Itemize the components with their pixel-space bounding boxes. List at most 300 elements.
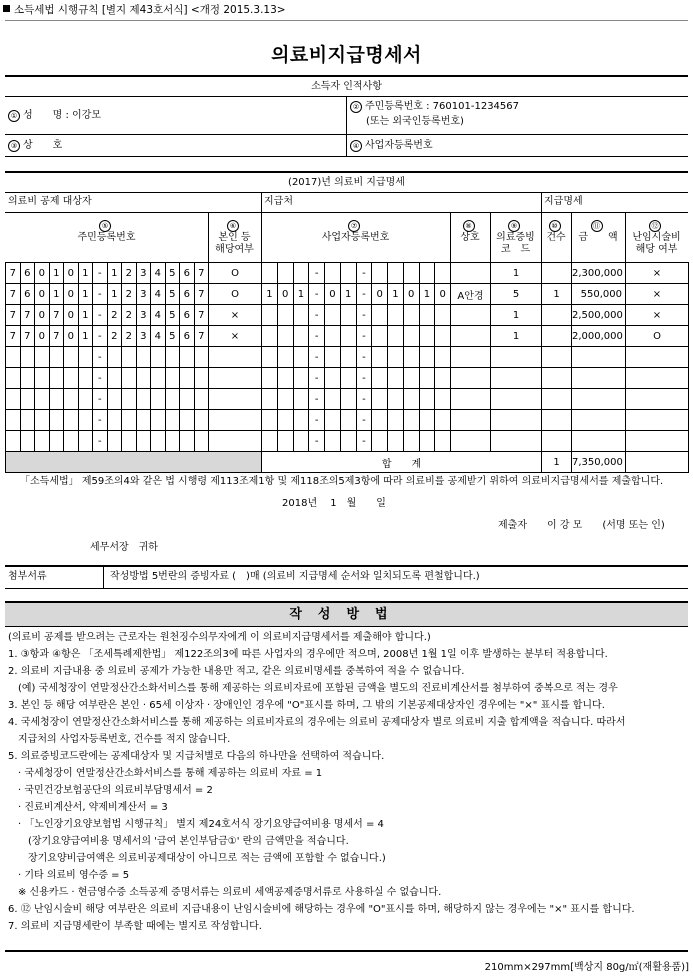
rrn-digit-cell: 4 <box>151 263 166 284</box>
attachment-label: 첨부서류 <box>8 571 47 582</box>
biz-digit-cell <box>262 326 278 347</box>
rrn-digit-cell: 7 <box>194 284 209 305</box>
biz-digit-cell <box>277 368 293 389</box>
biz-digit-cell <box>372 326 388 347</box>
biz-digit-cell <box>340 347 356 368</box>
biz-digit-cell <box>372 368 388 389</box>
biz-digit-cell: 0 <box>277 284 293 305</box>
evidence-code-cell <box>491 431 542 452</box>
howto-line: · 국세청장이 연말정산간소화서비스를 통해 제공하는 의료비 자료 = 1 <box>8 768 323 779</box>
biz-digit-cell <box>262 431 278 452</box>
rrn-digit-cell <box>35 389 50 410</box>
howto-line: 장기요양비급여액은 의료비공제대상이 아니므로 적는 금액에 포함할 수 없습니다.) <box>8 853 386 864</box>
provider-name-cell <box>451 347 491 368</box>
biz-digit-cell <box>388 389 404 410</box>
provider-name-cell <box>451 326 491 347</box>
biz-digit-cell <box>262 389 278 410</box>
biz-digit-cell <box>293 368 309 389</box>
rrn-digit-cell <box>194 347 209 368</box>
count-cell <box>542 368 572 389</box>
biz-digit-cell <box>372 431 388 452</box>
rrn-digit-cell <box>78 431 93 452</box>
rrn-digit-cell <box>122 389 137 410</box>
howto-line: 2. 의료비 지급내용 중 의료비 공제가 가능한 내용만 적고, 같은 의료비명세를 중복하여 적을 수 없습니다. <box>8 666 465 677</box>
table-row <box>6 431 689 452</box>
rrn-digit-cell: 7 <box>20 326 35 347</box>
biz-digit-cell <box>435 305 451 326</box>
rrn-digit-cell: - <box>93 326 108 347</box>
biz-digit-cell <box>388 326 404 347</box>
infertility-flag-cell <box>626 431 689 452</box>
count-cell <box>542 263 572 284</box>
provider-name-cell: A안경 <box>451 284 491 305</box>
evidence-code-cell: 1 <box>491 326 542 347</box>
rrn-digit-cell <box>165 431 180 452</box>
paper-spec: 210mm×297mm[백상지 80g/㎡(재활용품)] <box>484 962 689 973</box>
biz-digit-cell <box>372 410 388 431</box>
evidence-code-cell <box>491 368 542 389</box>
form-reference: 소득세법 시행규칙 [별지 제43호서식] <개정 2015.3.13> <box>3 2 286 17</box>
col-amount-header: ⑪ 금 액 <box>578 222 618 243</box>
biz-digit-cell <box>325 431 341 452</box>
biz-digit-cell <box>293 326 309 347</box>
rrn-digit-cell <box>194 410 209 431</box>
rrn-digit-cell: 7 <box>194 305 209 326</box>
rrn-digit-cell <box>194 368 209 389</box>
provider-name-cell <box>451 263 491 284</box>
rrn-digit-cell <box>122 347 137 368</box>
infertility-flag-cell <box>626 368 689 389</box>
biz-digit-cell <box>293 389 309 410</box>
rrn-digit-cell <box>136 389 151 410</box>
evidence-code-cell <box>491 347 542 368</box>
rrn-digit-cell: 7 <box>194 326 209 347</box>
rrn-digit-cell: - <box>93 347 108 368</box>
rrn-digit-cell: 1 <box>49 263 64 284</box>
biz-digit-cell <box>372 305 388 326</box>
table-row <box>6 347 689 368</box>
rrn-digit-cell <box>180 410 195 431</box>
infertility-flag-cell: × <box>626 263 689 284</box>
biz-digit-cell <box>419 305 435 326</box>
biz-digit-cell <box>435 410 451 431</box>
rrn-digit-cell <box>151 431 166 452</box>
group-provider: 지급처 <box>264 196 293 207</box>
square-bullet-icon <box>3 5 10 12</box>
amount-cell: 2,500,000 <box>572 305 626 326</box>
rrn-digit-cell <box>180 347 195 368</box>
rrn-digit-cell: 2 <box>122 263 137 284</box>
infertility-flag-cell <box>626 410 689 431</box>
self-flag-cell: × <box>209 326 262 347</box>
rrn-digit-cell: - <box>93 368 108 389</box>
provider-name-cell <box>451 389 491 410</box>
biz-digit-cell <box>372 389 388 410</box>
howto-line: · 국민건강보험공단의 의료비부담명세서 = 2 <box>8 785 213 796</box>
biz-digit-cell <box>262 347 278 368</box>
evidence-code-cell <box>491 389 542 410</box>
rrn-digit-cell <box>194 431 209 452</box>
rrn-digit-cell: 6 <box>20 263 35 284</box>
self-flag-cell: O <box>209 284 262 305</box>
rrn-digit-cell: 4 <box>151 284 166 305</box>
biz-digit-cell <box>419 389 435 410</box>
rrn-digit-cell <box>78 410 93 431</box>
rrn-digit-cell: 1 <box>78 284 93 305</box>
amount-cell: 2,000,000 <box>572 326 626 347</box>
biz-digit-cell <box>277 263 293 284</box>
rrn-digit-cell: 1 <box>78 326 93 347</box>
biz-digit-cell <box>277 431 293 452</box>
howto-line: 7. 의료비 지급명세란이 부족할 때에는 별지로 작성합니다. <box>8 921 262 932</box>
declaration-text: 「소득세법」 제59조의4와 같은 법 시행령 제113조제1항 및 제118조의5제3항에 따라 의료비를 공제받기 위하여 의료비지급명세서를 제출합니다. <box>20 476 664 487</box>
rrn-digit-cell <box>136 347 151 368</box>
rrn-digit-cell: 7 <box>20 305 35 326</box>
rrn-digit-cell: 7 <box>6 263 21 284</box>
biz-digit-cell <box>277 326 293 347</box>
biz-digit-cell: - <box>356 263 372 284</box>
rrn-digit-cell <box>35 347 50 368</box>
amount-cell <box>572 431 626 452</box>
infertility-flag-cell: × <box>626 284 689 305</box>
biz-digit-cell: - <box>309 410 325 431</box>
rrn-digit-cell <box>78 368 93 389</box>
rrn-digit-cell: - <box>93 284 108 305</box>
howto-line: (예) 국세청장이 연말정산간소화서비스를 통해 제공하는 의료비자료에 포함된 금액을 별도의 진료비계산서를 첨부하여 중복으로 적는 경우 <box>8 683 618 694</box>
rrn-digit-cell <box>20 347 35 368</box>
attachment-text: 작성방법 5번란의 증빙자료 ( )매 (의료비 지급명세 순서와 일치되도록 편철합니다.) <box>110 571 480 582</box>
rrn-digit-cell <box>180 368 195 389</box>
self-flag-cell <box>209 347 262 368</box>
biz-digit-cell <box>419 326 435 347</box>
biz-digit-cell <box>262 410 278 431</box>
rrn-digit-cell: 1 <box>107 284 122 305</box>
total-count-cell: 1 <box>542 452 572 473</box>
self-flag-cell <box>209 410 262 431</box>
biz-digit-cell <box>293 431 309 452</box>
count-cell <box>542 431 572 452</box>
biz-digit-cell <box>388 305 404 326</box>
biz-digit-cell <box>372 263 388 284</box>
infertility-flag-cell <box>626 347 689 368</box>
biz-digit-cell <box>435 347 451 368</box>
rrn-digit-cell: 1 <box>49 284 64 305</box>
rrn-digit-cell: 5 <box>165 305 180 326</box>
provider-name-cell <box>451 305 491 326</box>
rrn-digit-cell <box>136 368 151 389</box>
rrn-digit-cell: - <box>93 263 108 284</box>
evidence-code-cell: 5 <box>491 284 542 305</box>
biz-digit-cell <box>325 368 341 389</box>
biz-digit-cell <box>325 410 341 431</box>
biz-digit-cell <box>325 305 341 326</box>
rrn-digit-cell <box>49 389 64 410</box>
total-label-cell: 합 계 <box>262 452 542 473</box>
biz-digit-cell: - <box>309 326 325 347</box>
biz-digit-cell <box>262 263 278 284</box>
rrn-digit-cell: 6 <box>180 263 195 284</box>
rrn-digit-cell <box>165 347 180 368</box>
rrn-digit-cell: 2 <box>107 326 122 347</box>
rrn-digit-cell: 5 <box>165 284 180 305</box>
count-cell <box>542 305 572 326</box>
biz-digit-cell <box>277 410 293 431</box>
rrn-digit-cell <box>122 431 137 452</box>
col-biz-header: ⑦ 사업자등록번호 <box>321 222 390 243</box>
biz-digit-cell: - <box>309 347 325 368</box>
company-name: ③ 상 호 <box>8 140 62 152</box>
payment-table <box>5 262 689 473</box>
biz-digit-cell <box>293 305 309 326</box>
total-row <box>6 452 689 473</box>
biz-digit-cell: 0 <box>372 284 388 305</box>
rrn-digit-cell <box>107 431 122 452</box>
col-count-header: ⑩ 건수 <box>546 222 566 243</box>
biz-digit-cell: - <box>356 389 372 410</box>
infertility-flag-cell <box>626 389 689 410</box>
biz-digit-cell <box>435 431 451 452</box>
taxpayer-name: ① 성 명 : 이강모 <box>8 110 101 122</box>
amount-cell <box>572 368 626 389</box>
biz-digit-cell <box>403 389 419 410</box>
biz-digit-cell <box>293 347 309 368</box>
rrn-digit-cell <box>151 389 166 410</box>
biz-digit-cell <box>419 368 435 389</box>
provider-name-cell <box>451 368 491 389</box>
rrn-digit-cell: 3 <box>136 284 151 305</box>
biz-digit-cell <box>277 347 293 368</box>
biz-digit-cell <box>293 263 309 284</box>
col-rrn-header: ⑤ 주민등록번호 <box>77 222 136 243</box>
biz-digit-cell <box>325 326 341 347</box>
rrn-digit-cell: 2 <box>107 305 122 326</box>
biz-digit-cell: 0 <box>435 284 451 305</box>
statement-section-title: (2017)년 의료비 지급명세 <box>288 177 405 188</box>
biz-digit-cell <box>403 263 419 284</box>
biz-digit-cell: 0 <box>403 284 419 305</box>
rrn-digit-cell: - <box>93 410 108 431</box>
rrn-digit-cell <box>64 431 79 452</box>
infertility-flag-cell: O <box>626 326 689 347</box>
form-title: 의료비지급명세서 <box>271 44 422 66</box>
rrn-digit-cell <box>136 431 151 452</box>
biz-digit-cell: 1 <box>262 284 278 305</box>
biz-digit-cell <box>262 305 278 326</box>
biz-digit-cell: - <box>356 410 372 431</box>
amount-cell <box>572 389 626 410</box>
howto-line: 3. 본인 등 해당 여부란은 본인 · 65세 이상자 · 장애인인 경우에 "O"표시를 하며, 그 밖의 기본공제대상자인 경우에는 "×" 표시를 합니다. <box>8 700 605 711</box>
group-recipient: 의료비 공제 대상자 <box>8 196 92 207</box>
biz-digit-cell: 1 <box>388 284 404 305</box>
rrn-digit-cell: - <box>93 389 108 410</box>
rrn-digit-cell <box>165 389 180 410</box>
count-cell <box>542 389 572 410</box>
biz-digit-cell <box>262 368 278 389</box>
rrn-digit-cell <box>49 431 64 452</box>
biz-digit-cell <box>293 410 309 431</box>
biz-digit-cell: 1 <box>419 284 435 305</box>
rrn-digit-cell: 1 <box>78 263 93 284</box>
self-flag-cell: O <box>209 263 262 284</box>
rrn-digit-cell <box>20 368 35 389</box>
rrn-digit-cell: 2 <box>122 305 137 326</box>
count-cell <box>542 326 572 347</box>
biz-digit-cell <box>419 431 435 452</box>
biz-digit-cell: 1 <box>293 284 309 305</box>
biz-digit-cell <box>403 347 419 368</box>
rrn-digit-cell <box>64 368 79 389</box>
biz-digit-cell <box>372 347 388 368</box>
biz-digit-cell <box>277 389 293 410</box>
table-row <box>6 305 689 326</box>
biz-digit-cell <box>340 431 356 452</box>
rrn-digit-cell: 7 <box>194 263 209 284</box>
howto-line: 지급처의 사업자등록번호, 건수를 적지 않습니다. <box>8 734 231 745</box>
total-empty-cell <box>626 452 689 473</box>
rrn-digit-cell <box>35 431 50 452</box>
resident-number: ② 주민등록번호 : 760101-1234567 <box>350 101 519 113</box>
howto-line: 4. 국세청장이 연말정산간소화서비스를 통해 제공하는 의료비자료의 경우에는 의료비 공제대상자 별로 의료비 지출 합계액을 적습니다. 따라서 <box>8 717 626 728</box>
howto-line: · 기타 의료비 영수증 = 5 <box>8 870 130 881</box>
rrn-digit-cell: 0 <box>64 305 79 326</box>
rrn-digit-cell <box>107 347 122 368</box>
self-flag-cell: × <box>209 305 262 326</box>
rrn-digit-cell <box>20 431 35 452</box>
biz-digit-cell: - <box>356 305 372 326</box>
rrn-digit-cell: 4 <box>151 326 166 347</box>
col-self-header: ⑥ 본인 등 해당여부 <box>215 222 254 255</box>
rrn-digit-cell: 6 <box>180 284 195 305</box>
table-row <box>6 368 689 389</box>
rrn-digit-cell <box>151 410 166 431</box>
biz-digit-cell <box>403 368 419 389</box>
biz-digit-cell <box>340 305 356 326</box>
rrn-digit-cell <box>64 389 79 410</box>
howto-line: · 진료비계산서, 약제비계산서 = 3 <box>8 802 168 813</box>
rrn-digit-cell <box>35 368 50 389</box>
biz-digit-cell <box>419 347 435 368</box>
table-row <box>6 263 689 284</box>
table-row <box>6 326 689 347</box>
tax-office-recipient: 세무서장 귀하 <box>90 542 158 553</box>
rrn-digit-cell: 7 <box>6 284 21 305</box>
group-payment: 지급명세 <box>544 196 583 207</box>
rrn-digit-cell: 0 <box>35 284 50 305</box>
provider-name-cell <box>451 410 491 431</box>
biz-digit-cell <box>388 410 404 431</box>
infertility-flag-cell: × <box>626 305 689 326</box>
howto-line: 6. ⑫ 난임시술비 해당 여부란은 의료비 지급내용이 난임시술비에 해당하는 경우에 "O"표시를 하며, 해당하지 않는 경우에는 "×" 표시를 합니다. <box>8 904 635 915</box>
biz-digit-cell <box>325 347 341 368</box>
rrn-digit-cell: 0 <box>64 284 79 305</box>
biz-digit-cell <box>403 410 419 431</box>
provider-name-cell <box>451 431 491 452</box>
table-row <box>6 410 689 431</box>
rrn-digit-cell <box>122 410 137 431</box>
rrn-digit-cell: 7 <box>49 305 64 326</box>
biz-digit-cell <box>340 389 356 410</box>
howto-line: (장기요양급여비용 명세서의 '급여 본인부담금①' 란의 금액만을 적습니다. <box>8 836 349 847</box>
rrn-digit-cell <box>180 431 195 452</box>
biz-digit-cell: - <box>309 284 325 305</box>
rrn-digit-cell <box>122 368 137 389</box>
col-code-header: ⑨ 의료증빙 코 드 <box>496 222 535 255</box>
rrn-digit-cell: 7 <box>6 326 21 347</box>
biz-digit-cell <box>388 263 404 284</box>
biz-digit-cell: - <box>356 326 372 347</box>
count-cell <box>542 347 572 368</box>
self-flag-cell <box>209 389 262 410</box>
rrn-digit-cell <box>49 410 64 431</box>
biz-digit-cell <box>340 410 356 431</box>
biz-digit-cell: - <box>356 431 372 452</box>
taxpayer-section-title: 소득자 인적사항 <box>311 81 382 92</box>
amount-cell <box>572 347 626 368</box>
biz-digit-cell: - <box>309 431 325 452</box>
biz-digit-cell <box>388 431 404 452</box>
business-number: ④ 사업자등록번호 <box>350 140 433 152</box>
rrn-digit-cell <box>6 347 21 368</box>
rrn-digit-cell <box>165 368 180 389</box>
rrn-digit-cell <box>49 368 64 389</box>
biz-digit-cell <box>403 326 419 347</box>
rrn-digit-cell <box>165 410 180 431</box>
rrn-digit-cell: 6 <box>20 284 35 305</box>
rrn-digit-cell: 6 <box>180 326 195 347</box>
biz-digit-cell <box>435 368 451 389</box>
table-row <box>6 389 689 410</box>
evidence-code-cell: 1 <box>491 263 542 284</box>
biz-digit-cell <box>435 389 451 410</box>
rrn-digit-cell <box>64 410 79 431</box>
biz-digit-cell <box>325 389 341 410</box>
biz-digit-cell: - <box>356 284 372 305</box>
rrn-digit-cell: 1 <box>107 263 122 284</box>
rrn-digit-cell <box>20 410 35 431</box>
evidence-code-cell <box>491 410 542 431</box>
howto-title: 작성방법 <box>5 603 688 626</box>
biz-digit-cell: 1 <box>340 284 356 305</box>
biz-digit-cell: - <box>309 305 325 326</box>
biz-digit-cell: - <box>309 389 325 410</box>
howto-line: · 「노인장기요양보험법 시행규칙」 별지 제24호서식 장기요양급여비용 명세서 = 4 <box>8 819 384 830</box>
rrn-digit-cell: 6 <box>180 305 195 326</box>
col-infertility-header: ⑫ 난임시술비 해당 여부 <box>632 222 681 255</box>
biz-digit-cell: - <box>309 263 325 284</box>
biz-digit-cell <box>277 305 293 326</box>
count-cell <box>542 410 572 431</box>
rrn-digit-cell <box>35 410 50 431</box>
submitter-line: 제출자 이 강 모 (서명 또는 인) <box>498 520 665 531</box>
rrn-digit-cell: 0 <box>64 326 79 347</box>
biz-digit-cell <box>403 305 419 326</box>
rrn-digit-cell: 3 <box>136 326 151 347</box>
declaration-date: 2018년 1 월 일 <box>282 498 386 509</box>
rrn-digit-cell <box>49 347 64 368</box>
howto-line: 1. ③항과 ④항은 「조세특례제한법」 제122조의3에 따른 사업자의 경우에만 적으며, 2008년 1월 1일 이후 발생하는 분부터 적용합니다. <box>8 649 608 660</box>
biz-digit-cell: - <box>356 368 372 389</box>
rrn-digit-cell <box>78 347 93 368</box>
biz-digit-cell <box>340 326 356 347</box>
rrn-digit-cell: 3 <box>136 263 151 284</box>
rrn-digit-cell: 5 <box>165 326 180 347</box>
col-name-header: ⑧ 상호 <box>460 222 480 243</box>
rrn-digit-cell <box>151 347 166 368</box>
rrn-digit-cell: 7 <box>6 305 21 326</box>
rrn-digit-cell <box>6 389 21 410</box>
rrn-digit-cell: 2 <box>122 284 137 305</box>
biz-digit-cell <box>340 368 356 389</box>
